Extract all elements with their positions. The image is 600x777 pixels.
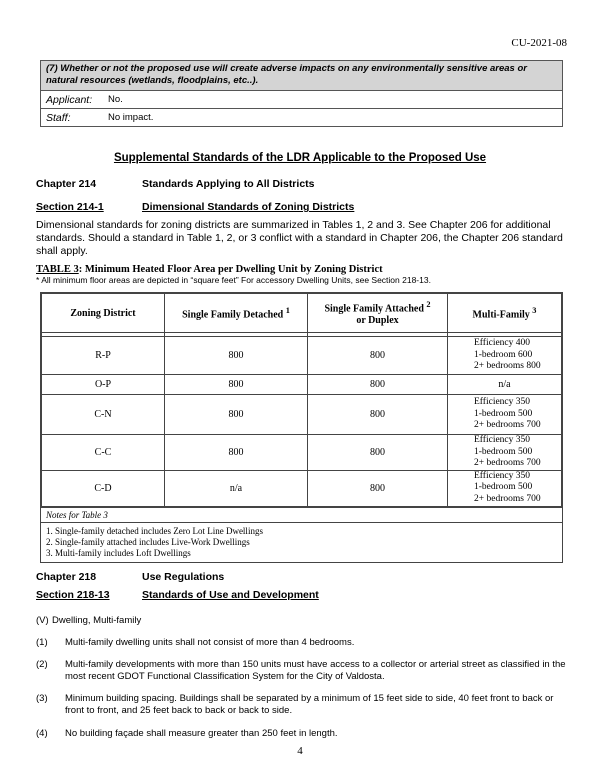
applicant-row (41, 91, 562, 109)
section-218-13-heading (36, 589, 319, 601)
table-row: C-D n/a 800 Efficiency 350 1-bedroom 500 2+ bedrooms 700 (42, 470, 562, 506)
staff-value: No impact. (108, 112, 154, 123)
list-item: (3) Minimum building spacing. Buildings shall be separated by a minimum of 15 feet side to side, 40 feet front to back or front to front, and 25 feet back to back or back to side. (36, 693, 554, 716)
chapter-214-title: Standards Applying to All Districts (142, 178, 315, 190)
table-header-row (42, 294, 562, 333)
table-notes-title: Notes for Table 3 (41, 507, 562, 522)
chapter-218-number: Chapter 218 (36, 571, 97, 583)
criterion-box (40, 60, 563, 127)
criterion-heading: (7) Whether or not the proposed use will create adverse impacts on any environmentally sensitive areas or natural resources (wetlands, floodplains, etc..). (41, 61, 562, 91)
applicant-label: Applicant: (46, 93, 93, 106)
list-item: 3. Multi-family includes Loft Dwellings (46, 547, 191, 558)
table-notes-list (41, 522, 562, 562)
list-item: (V) Dwelling, Multi-family (36, 615, 142, 626)
applicant-value: No. (108, 94, 123, 105)
section-214-1-heading (36, 201, 355, 213)
table-row: O-P 800 800 n/a (42, 375, 562, 395)
list-item: (1) Multi-family dwelling units shall not consist of more than 4 bedrooms. (36, 637, 355, 648)
table-3-note: * All minimum floor areas are depicted in “square feet” For accessory Dwelling Units, see Section 218-13. (36, 275, 431, 285)
table-3-label: TABLE 3 (36, 264, 79, 275)
list-item: 2. Single-family attached includes Live-Work Dwellings (46, 536, 250, 547)
section-218-13-title: Standards of Use and Development (142, 589, 319, 601)
list-item: 1. Single-family detached includes Zero Lot Line Dwellings (46, 525, 263, 536)
section-title: Supplemental Standards of the LDR Applicable to the Proposed Use (113, 152, 487, 164)
table-row: R-P 800 800 Efficiency 400 1-bedroom 600 2+ bedrooms 800 (42, 337, 562, 375)
header-single-family-detached: Single Family Detached $^1$ (165, 294, 308, 333)
document-id: CU-2021-08 (511, 37, 567, 49)
table-3-caption (36, 264, 383, 275)
header-zoning-district: Zoning District (42, 294, 165, 333)
table-row: C-N 800 800 Efficiency 350 1-bedroom 500 2+ bedrooms 700 (42, 395, 562, 435)
table-row: C-C 800 800 Efficiency 350 1-bedroom 500 2+ bedrooms 700 (42, 435, 562, 471)
section-214-1-title: Dimensional Standards of Zoning Districts (142, 201, 355, 213)
dimensional-standards-paragraph: Dimensional standards for zoning districts are summarized in Tables 1, 2 and 3. See Chapter 206 for additional standards. Should a standard in Table 1, 2, or 3 conflict with a standard in Chapter 206, the Chapter 206 standard shall apply. (36, 219, 563, 257)
table-3-caption-text: : Minimum Heated Floor Area per Dwelling Unit by Zoning District (78, 264, 383, 275)
chapter-218-title: Use Regulations (142, 571, 225, 583)
zoning-floor-area-table (40, 292, 563, 563)
list-item: (4) No building façade shall measure greater than 250 feet in length. (36, 728, 338, 739)
chapter-214-heading (36, 178, 315, 190)
table-notes (41, 507, 562, 562)
section-218-13-number: Section 218-13 (36, 589, 110, 601)
staff-row (41, 109, 562, 126)
header-single-family-attached: Single Family Attached $^2$ or Duplex (308, 294, 448, 333)
page-number: 4 (297, 745, 303, 757)
chapter-218-heading (36, 571, 225, 583)
list-item: (2) Multi-family developments with more than 150 units must have access to a collector or arterial street as classified in the most recent GDOT Functional Classification System for the City of Valdosta. (36, 659, 566, 682)
chapter-214-number: Chapter 214 (36, 178, 97, 190)
section-214-1-number: Section 214-1 (36, 201, 104, 213)
header-multi-family: Multi-Family $^3$ (448, 294, 562, 333)
staff-label: Staff: (46, 111, 71, 124)
